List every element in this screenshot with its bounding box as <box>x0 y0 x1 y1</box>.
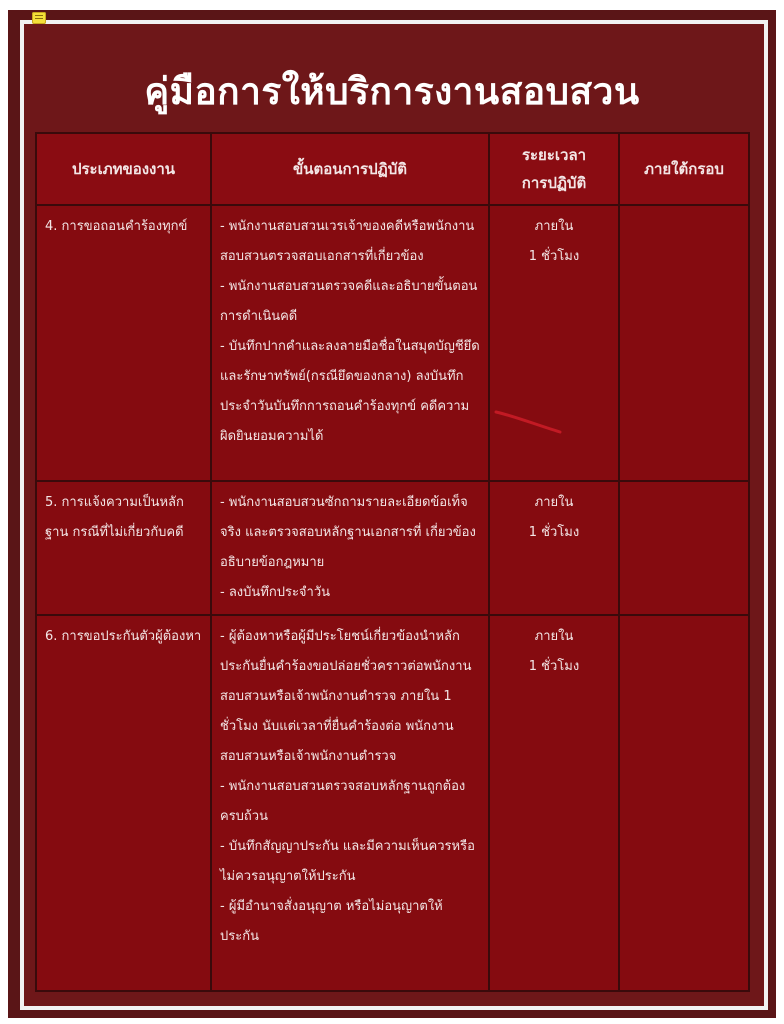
step-item: - พนักงานสอบสวนตรวจคดีและอธิบายขั้นตอนการดำเนินคดี <box>220 279 478 324</box>
row-steps <box>211 205 489 481</box>
step-item: - พนักงานสอบสวนตรวจสอบหลักฐานถูกต้องครบถ้วน <box>220 779 466 824</box>
pen-scribble-mark <box>494 406 564 436</box>
header-framework: ภายใต้กรอบ <box>619 133 749 205</box>
header-duration-line2: การปฏิบัติ <box>521 174 587 192</box>
row-framework <box>619 205 749 481</box>
step-item: - ผู้ต้องหาหรือผู้มีประโยชน์เกี่ยวข้องนำหลักประกันยื่นคำร้องขอปล่อยชั่วคราวต่อพนักงานสอบสวนหรือเจ้าพนักงานตำรวจ ภายใน 1 ชั่วโมง นับแต่เวลาที่ยื่นคำร้องต่อ พนักงานสอบสวนหรือเจ้าพนักงานตำรวจ <box>220 629 472 764</box>
row-duration <box>489 615 619 991</box>
duration-line2: 1 ชั่วโมง <box>528 525 580 540</box>
header-steps: ขั้นตอนการปฏิบัติ <box>211 133 489 205</box>
duration-line1: ภายใน <box>534 495 574 510</box>
row-steps <box>211 481 489 615</box>
step-item: - บันทึกสัญญาประกัน และมีความเห็นควรหรือไม่ควรอนุญาตให้ประกัน <box>220 839 475 884</box>
row-duration <box>489 205 619 481</box>
table-row <box>36 205 749 481</box>
header-type: ประเภทของงาน <box>36 133 211 205</box>
header-duration-line1: ระยะเวลา <box>521 146 587 164</box>
duration-line1: ภายใน <box>534 219 574 234</box>
duration-line2: 1 ชั่วโมง <box>528 249 580 264</box>
table-row <box>36 615 749 991</box>
sticky-note-icon[interactable] <box>32 12 46 24</box>
page-title: คู่มือการให้บริการงานสอบสวน <box>144 70 640 113</box>
row-framework <box>619 615 749 991</box>
duration-line2: 1 ชั่วโมง <box>528 659 580 674</box>
row-type: 4. การขอถอนคำร้องทุกข์ <box>36 205 211 481</box>
header-duration <box>489 133 619 205</box>
table-row <box>36 481 749 615</box>
step-item: - บันทึกปากคำและลงลายมือชื่อในสมุดบัญชียึดและรักษาทรัพย์(กรณียึดของกลาง) ลงบันทึกประจำวันบันทึกการถอนคำร้องทุกข์ คดีความผิดยินยอมความได้ <box>220 339 480 444</box>
row-steps <box>211 615 489 991</box>
table-header-row <box>36 133 749 205</box>
service-manual-table <box>35 132 750 992</box>
step-item: - ผู้มีอำนาจสั่งอนุญาต หรือไม่อนุญาตให้ประกัน <box>220 899 443 944</box>
duration-line1: ภายใน <box>534 629 574 644</box>
row-type: 5. การแจ้งความเป็นหลักฐาน กรณีที่ไม่เกี่ยวกับคดี <box>36 481 211 615</box>
step-item: - พนักงานสอบสวนเวรเจ้าของคดีหรือพนักงานสอบสวนตรวจสอบเอกสารที่เกี่ยวข้อง <box>220 219 475 264</box>
row-framework <box>619 481 749 615</box>
row-type: 6. การขอประกันตัวผู้ต้องหา <box>36 615 211 991</box>
step-item: - พนักงานสอบสวนซักถามรายละเอียดข้อเท็จจริง และตรวจสอบหลักฐานเอกสารที่ เกี่ยวข้อง อธิบายข้อกฎหมาย <box>220 495 476 570</box>
row-duration <box>489 481 619 615</box>
step-item: - ลงบันทึกประจำวัน <box>220 585 331 600</box>
